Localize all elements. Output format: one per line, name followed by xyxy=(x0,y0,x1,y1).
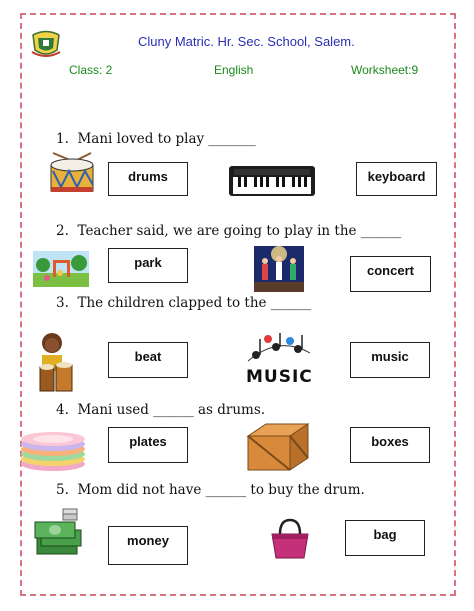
question-2 xyxy=(56,223,401,239)
question-text: Mani used ______ as drums. xyxy=(77,402,266,418)
question-text: Teacher said, we are going to play in the ______ xyxy=(77,223,402,239)
option-drums[interactable]: drums xyxy=(108,162,188,196)
question-number: 1. xyxy=(56,131,69,147)
question-text: Mani loved to play _______ xyxy=(77,131,256,147)
money-icon xyxy=(33,508,85,560)
handbag-icon xyxy=(268,518,312,560)
option-boxes[interactable]: boxes xyxy=(350,427,430,463)
option-keyboard[interactable]: keyboard xyxy=(356,162,437,196)
drum-icon xyxy=(47,151,97,197)
school-crest-icon xyxy=(29,26,63,60)
music-image xyxy=(246,331,312,389)
question-3 xyxy=(56,295,311,311)
music-logo-text: MUSIC xyxy=(246,367,313,387)
question-1 xyxy=(56,131,256,147)
option-money[interactable]: money xyxy=(108,526,188,565)
concert-image xyxy=(254,246,304,292)
question-number: 4. xyxy=(56,402,69,418)
question-text: The children clapped to the ______ xyxy=(77,295,312,311)
question-number: 2. xyxy=(56,223,69,239)
option-park[interactable]: park xyxy=(108,248,188,283)
option-music[interactable]: music xyxy=(350,342,430,378)
question-number: 5. xyxy=(56,482,69,498)
option-beat[interactable]: beat xyxy=(108,342,188,378)
question-4 xyxy=(56,402,265,418)
worksheet-label: Worksheet:9 xyxy=(351,63,419,77)
option-concert[interactable]: concert xyxy=(350,256,431,292)
school-name: Cluny Matric. Hr. Sec. School, Salem. xyxy=(138,34,355,49)
subject-label: English xyxy=(214,63,254,77)
question-5 xyxy=(56,482,365,498)
park-image xyxy=(33,251,89,287)
plates-icon xyxy=(19,428,87,472)
child-drumming-icon xyxy=(32,331,80,393)
keyboard-icon xyxy=(228,165,316,197)
question-text: Mom did not have ______ to buy the drum. xyxy=(77,482,365,498)
question-number: 3. xyxy=(56,295,69,311)
class-label: Class: 2 xyxy=(69,63,113,77)
music-notes-icon xyxy=(246,331,312,367)
option-plates[interactable]: plates xyxy=(108,427,188,463)
wooden-box-icon xyxy=(246,422,310,472)
option-bag[interactable]: bag xyxy=(345,520,425,556)
